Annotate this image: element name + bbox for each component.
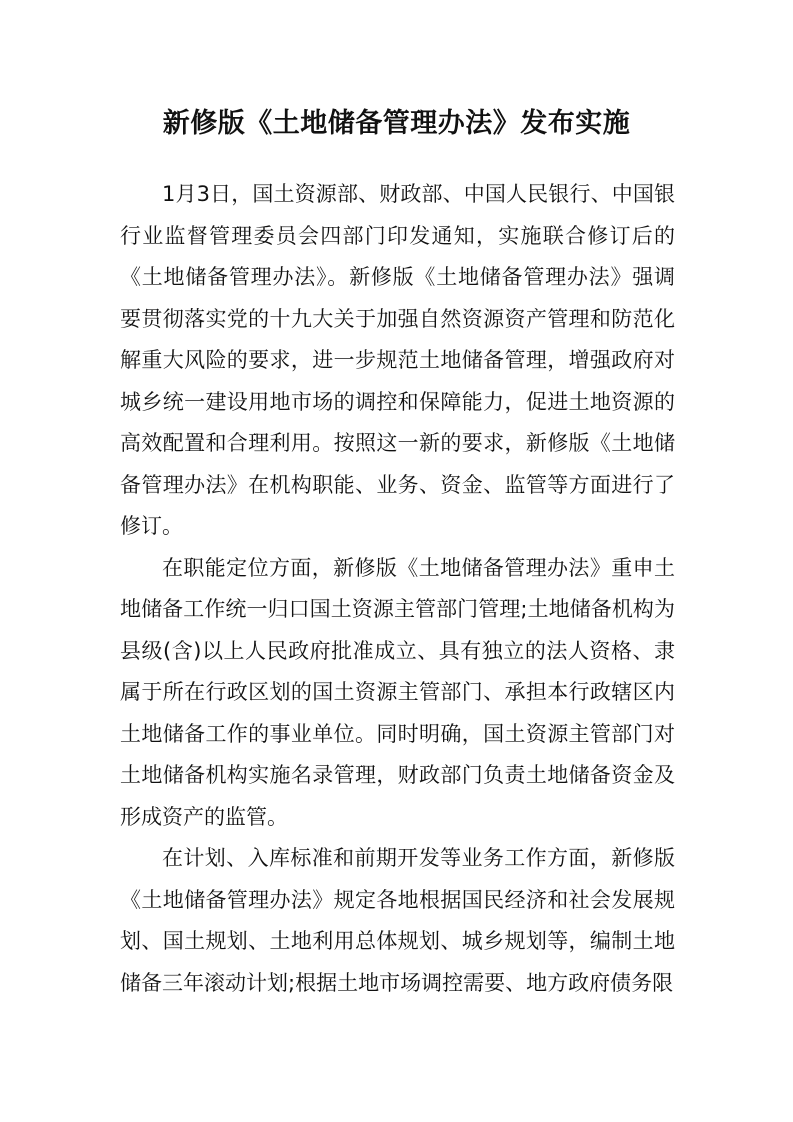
paragraph: 在计划、入库标准和前期开发等业务工作方面，新修版《土地储备管理办法》规定各地根据国民经济和社会发展规划、国土规划、土地利用总体规划、城乡规划等，编制土地储备三年滚动计划;根据土地市场调控需要、地方政府债务限 <box>120 846 675 995</box>
document-title: 新修版《土地储备管理办法》发布实施 <box>162 108 631 139</box>
document-body <box>120 174 675 1004</box>
paragraph: 在职能定位方面，新修版《土地储备管理办法》重申土地储备工作统一归口国土资源主管部门管理;土地储备机构为县级(含)以上人民政府批准成立、具有独立的法人资格、隶属于所在行政区划的国土资源主管部门、承担本行政辖区内土地储备工作的事业单位。同时明确，国土资源主管部门对土地储备机构实施名录管理，财政部门负责土地储备资金及形成资产的监管。 <box>120 555 675 829</box>
paragraph: 1月3日，国土资源部、财政部、中国人民银行、中国银行业监督管理委员会四部门印发通知，实施联合修订后的《土地储备管理办法》。新修版《土地储备管理办法》强调要贯彻落实党的十九大关于加强自然资源资产管理和防范化解重大风险的要求，进一步规范土地储备管理，增强政府对城乡统一建设用地市场的调控和保障能力，促进土地资源的高效配置和合理利用。按照这一新的要求，新修版《土地储备管理办法》在机构职能、业务、资金、监管等方面进行了修订。 <box>120 182 675 538</box>
